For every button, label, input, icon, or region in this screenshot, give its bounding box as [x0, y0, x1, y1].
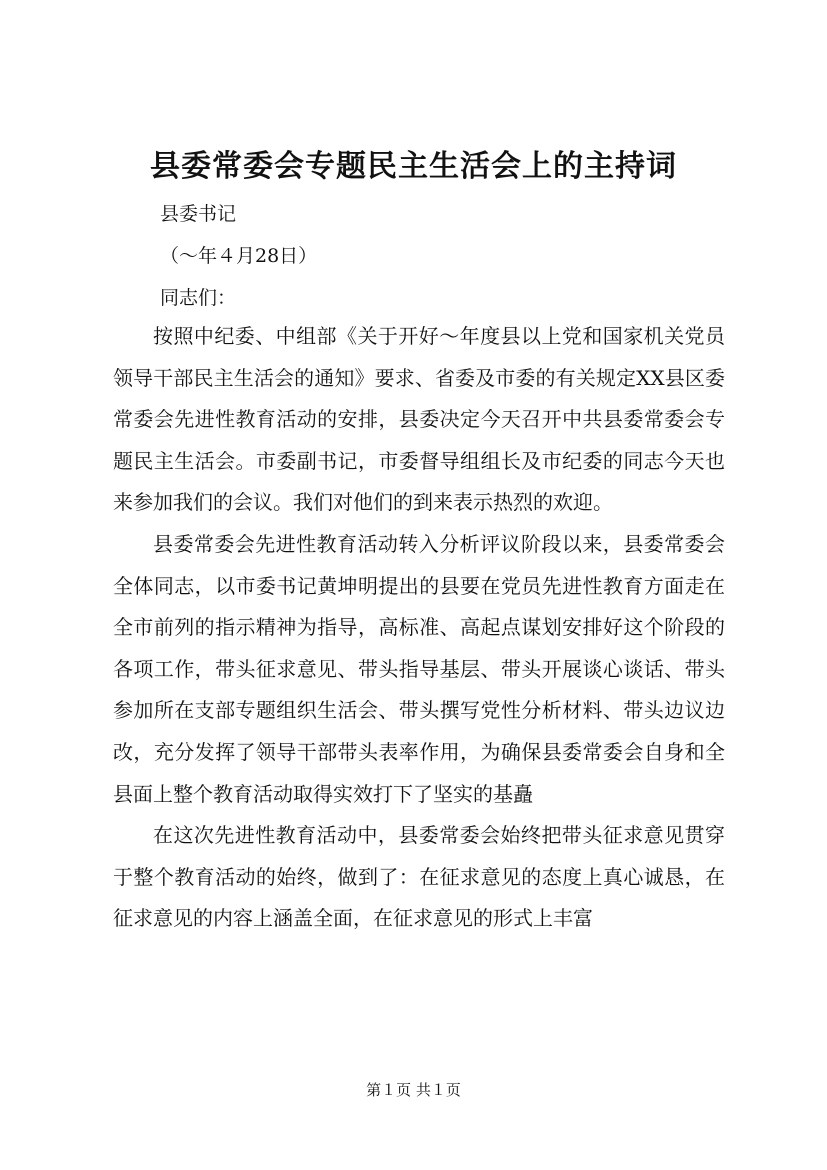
date-line: （～年４月28日） [160, 245, 318, 267]
salutation: 同志们： [160, 287, 237, 309]
page-footer: 第１页 共１页 [366, 1081, 461, 1099]
body-text [113, 316, 725, 940]
author-line: 县委书记 [160, 203, 237, 225]
paragraph: 在这次先进性教育活动中，县委常委会始终把带头征求意见贯穿于整个教育活动的始终，做到了：在征求意见的态度上真心诚恳，在征求意见的内容上涵盖全面，在征求意见的形式上丰富 [113, 823, 725, 931]
paragraph: 县委常委会先进性教育活动转入分析评议阶段以来，县委常委会全体同志，以市委书记黄坤明提出的县要在党员先进性教育方面走在全市前列的指示精神为指导，高标准、高起点谋划安排好这个阶段的各项工作，带头征求意见、带头指导基层、带头开展谈心谈话、带头参加所在支部专题组织生活会、带头撰写党性分析材料、带头边议边改，充分发挥了领导干部带头表率作用，为确保县委常委会自身和全县面上整个教育活动取得实效打下了坚实的基矗 [113, 531, 725, 806]
document-title: 县委常委会专题民主生活会上的主持词 [150, 149, 677, 184]
paragraph: 按照中纪委、中组部《关于开好～年度县以上党和国家机关党员领导干部民主生活会的通知》要求、省委及市委的有关规定XX县区委常委会先进性教育活动的安排，县委决定今天召开中共县委常委会专题民主生活会。市委副书记，市委督导组组长及市纪委的同志今天也来参加我们的会议。我们对他们的到来表示热烈的欢迎。 [113, 324, 725, 515]
